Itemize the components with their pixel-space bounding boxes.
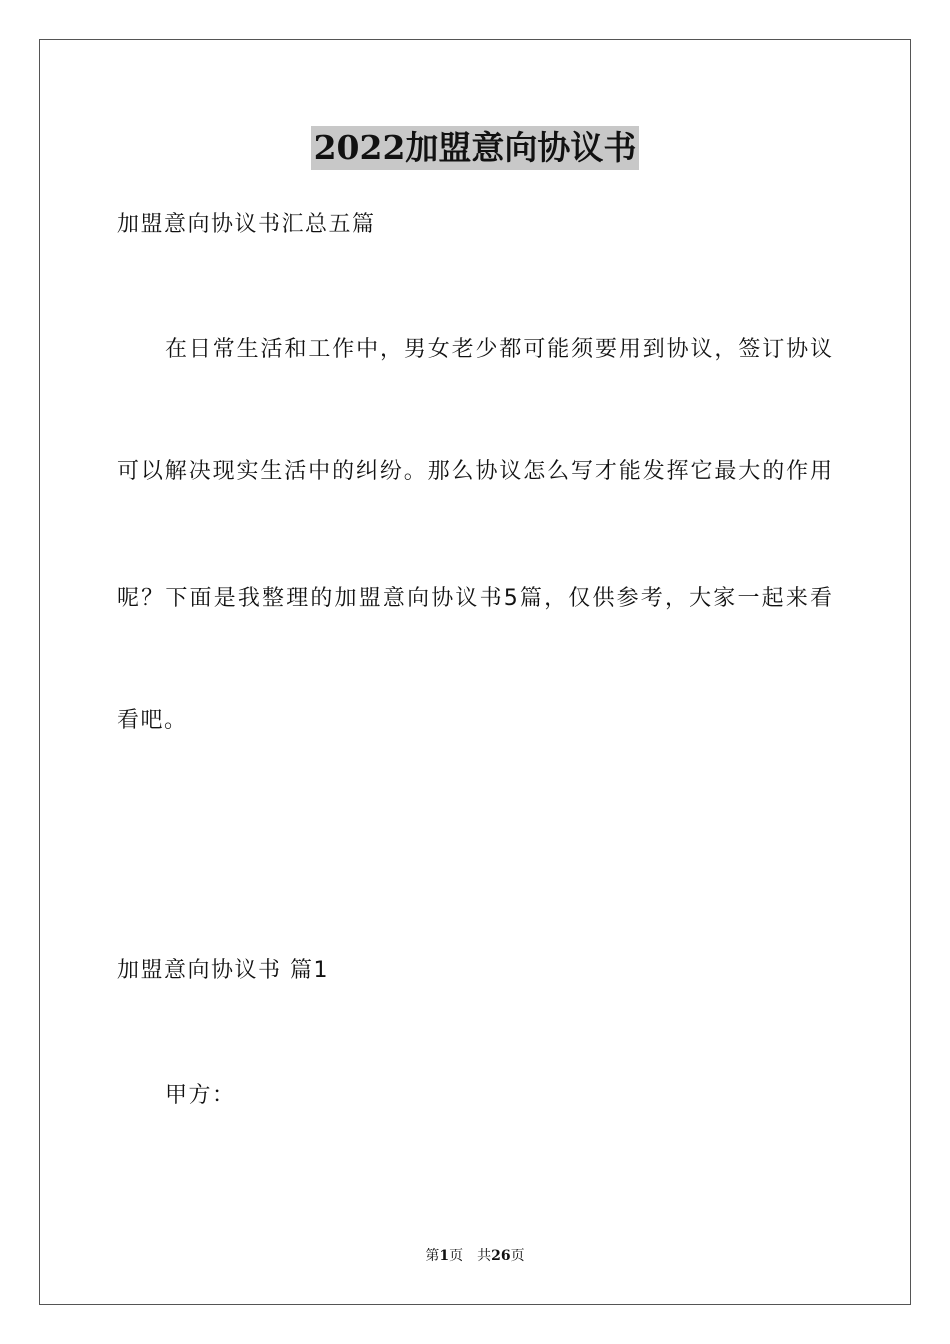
intro-line-1: 在日常生活和工作中，男女老少都可能须要用到协议，签订协议 xyxy=(165,337,832,362)
footer-total-pages: 26 xyxy=(491,1248,511,1264)
title-container xyxy=(0,126,950,170)
intro-line-4: 看吧。 xyxy=(117,708,188,733)
page-footer xyxy=(0,1246,950,1266)
footer-total-prefix: 共 xyxy=(477,1248,492,1264)
party-a-label: 甲方： xyxy=(165,1083,236,1108)
footer-page-suffix: 页 xyxy=(449,1248,464,1264)
intro-line-2: 可以解决现实生活中的纠纷。那么协议怎么写才能发挥它最大的作用 xyxy=(117,459,832,484)
footer-current-page: 1 xyxy=(439,1248,450,1264)
section-heading: 加盟意向协议书 篇1 xyxy=(117,958,329,983)
footer-page-prefix: 第 xyxy=(425,1248,440,1264)
intro-line-3: 呢？下面是我整理的加盟意向协议书5篇，仅供参考，大家一起来看 xyxy=(117,586,832,611)
document-title: 2022加盟意向协议书 xyxy=(311,126,640,170)
document-subtitle: 加盟意向协议书汇总五篇 xyxy=(117,212,376,237)
footer-total-suffix: 页 xyxy=(510,1248,525,1264)
